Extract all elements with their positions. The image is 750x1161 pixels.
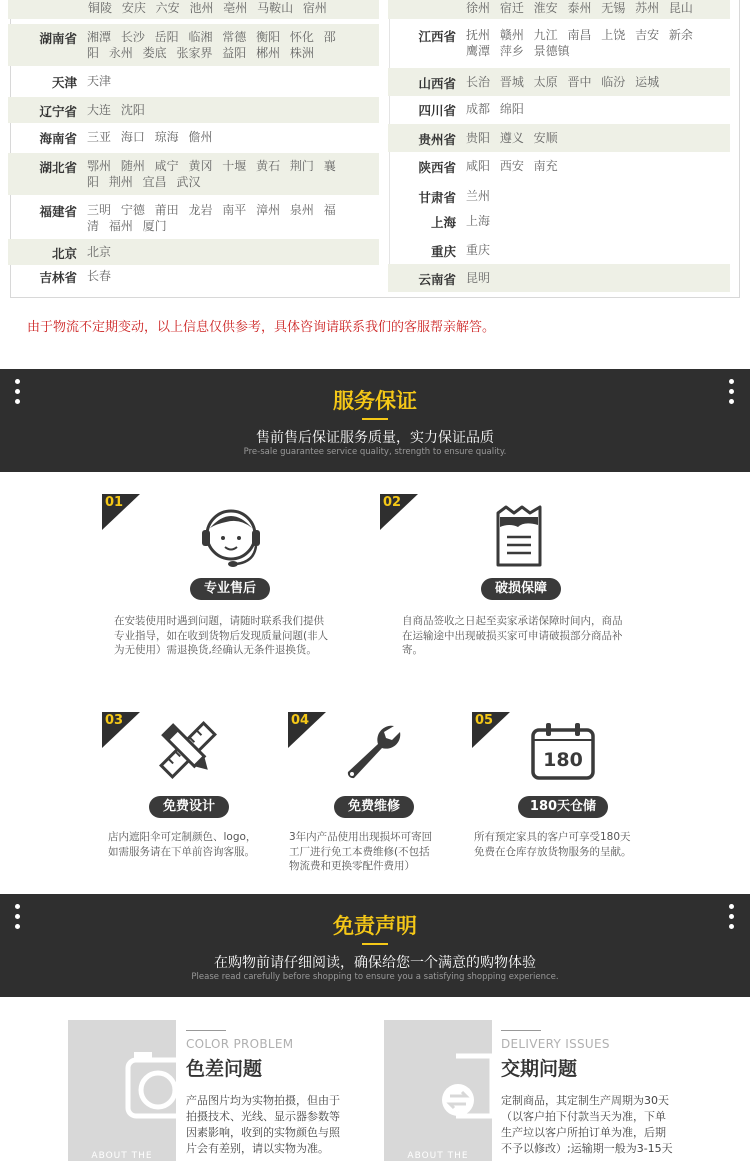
logistics-row: 福建省 三明 宁德 莆田 龙岩 南平 漳州 泉州 福清 福州 厦门 (39, 203, 336, 233)
number-badge: 01 (102, 494, 138, 530)
service-label-storage: 180天仓储 (518, 796, 608, 818)
number-badge: 03 (102, 712, 138, 748)
card-body: 产品图片均为实物拍摄，但由于 拍摄技术、光线、显示器参数等 因素影响，收到的实物颜色与照 片会有差别，请以实物为准。 (186, 1094, 340, 1155)
logistics-row: 山西省 长治 晋城 太原 晋中 临汾 运城 (388, 68, 730, 96)
logistics-row: 贵州省 贵阳 遵义 安顺 (388, 124, 730, 152)
service-desc-storage: 所有预定家具的客户可享受180天 免费在仓库存放货物服务的呈献。 (474, 831, 632, 858)
logistics-row: 北京 北京 (8, 239, 379, 265)
service-desc-after-sales: 在安装使用时遇到问题，请随时联系我们提供 专业指导，如在收到货物后发现质量问题(非人 为无使用）需退换货,经确认无条件退换货。 (114, 615, 329, 656)
delivery-issues-image: ABOUT THE (384, 1020, 492, 1161)
wrench-icon (342, 720, 404, 782)
service-banner-subtitle-en: Pre-sale guarantee service quality, strength to ensure quality. (243, 447, 507, 457)
color-problem-image: ABOUT THE (68, 1020, 176, 1161)
calendar-180-icon (530, 720, 596, 782)
service-banner (0, 369, 750, 472)
logistics-row: 海南省 三亚 海口 琼海 儋州 (39, 130, 213, 146)
logistics-row: 江西省 抚州 赣州 九江 南昌 上饶 吉安 新余 鹰潭 萍乡 景德镇 (418, 28, 693, 58)
card-title: 色差问题 (186, 1058, 263, 1080)
camera-icon (68, 1020, 176, 1161)
number-badge: 05 (472, 712, 508, 748)
customer-service-headset-icon (196, 500, 266, 572)
logistics-row: 四川省 成都 绵阳 (418, 102, 524, 118)
card-divider (501, 1030, 541, 1031)
disclaimer-banner-subtitle-en: Please read carefully before shopping to ensure you a satisfying shopping experience. (191, 972, 559, 982)
service-desc-free-repair: 3年内产品使用出现损坏可寄回 工厂进行免工本费维修(不包括 物流费和更换零配件费用） (289, 831, 433, 872)
delivery-exchange-icon (384, 1020, 492, 1161)
logistics-row: 天津 天津 (51, 74, 112, 90)
logistics-row: 辽宁省 大连 沈阳 (8, 97, 379, 123)
logistics-row: 甘肃省 兰州 (418, 189, 491, 205)
logistics-row: 湖北省 鄂州 随州 咸宁 黄冈 十堰 黄石 荆门 襄阳 荆州 宜昌 武汉 (8, 153, 379, 195)
number-badge: 02 (380, 494, 416, 530)
service-label-damage-guarantee: 破损保障 (481, 578, 561, 600)
disclaimer-banner (0, 894, 750, 997)
logistics-row: 铜陵 安庆 六安 池州 亳州 马鞍山 宿州 (8, 0, 379, 19)
calendar-text: 180 (543, 749, 583, 771)
logistics-row: 上海 上海 (430, 214, 491, 230)
card-divider (186, 1030, 226, 1031)
service-desc-damage-guarantee: 自商品签收之日起至卖家承诺保障时间内，商品 在运输途中出现破损买家可申请破损部分商品补 寄。 (402, 615, 623, 656)
title-underline (362, 943, 388, 945)
service-label-free-repair: 免费维修 (334, 796, 414, 818)
color-problem-card (186, 1030, 366, 1157)
service-desc-free-design: 店内遮阳伞可定制颜色、logo， 如需服务请在下单前咨询客服。 (108, 831, 257, 858)
damaged-document-icon (494, 503, 544, 569)
logistics-notice: 由于物流不定期变动，以上信息仅供参考，具体咨询请联系我们的客服帮亲解答。 (27, 320, 496, 335)
delivery-issues-card (501, 1030, 701, 1157)
service-label-after-sales: 专业售后 (190, 578, 270, 600)
card-body: 定制商品，其定制生产周期为30天 （以客户拍下付款当天为准，下单 生产垃以客户所拍订单为准，后期 不予以修改）;运输期一般为3-15天 (501, 1094, 673, 1155)
title-underline (362, 418, 388, 420)
service-banner-title: 服务保证 (333, 389, 417, 413)
logistics-row: 湖南省 湘潭 长沙 岳阳 临湘 常德 衡阳 怀化 邵阳 永州 娄底 张家界 益阳 郴州 株洲 (8, 24, 379, 66)
logistics-row: 重庆 重庆 (430, 243, 491, 259)
card-title-en: DELIVERY ISSUES (501, 1037, 610, 1051)
card-title-en: COLOR PROBLEM (186, 1037, 294, 1051)
disclaimer-banner-title: 免责声明 (333, 914, 417, 938)
logistics-row: 徐州 宿迁 淮安 泰州 无锡 苏州 昆山 (388, 0, 730, 19)
card-title: 交期问题 (501, 1058, 578, 1080)
logistics-row: 吉林省 长春 (39, 269, 112, 285)
disclaimer-banner-subtitle: 在购物前请仔细阅读，确保给您一个满意的购物体验 (214, 955, 536, 971)
logistics-row: 云南省 昆明 (388, 264, 730, 292)
service-label-free-design: 免费设计 (149, 796, 229, 818)
logistics-row: 陕西省 咸阳 西安 南充 (418, 159, 558, 175)
number-badge: 04 (288, 712, 324, 748)
service-banner-subtitle: 售前售后保证服务质量，实力保证品质 (256, 430, 494, 446)
pencil-ruler-icon (156, 718, 220, 782)
